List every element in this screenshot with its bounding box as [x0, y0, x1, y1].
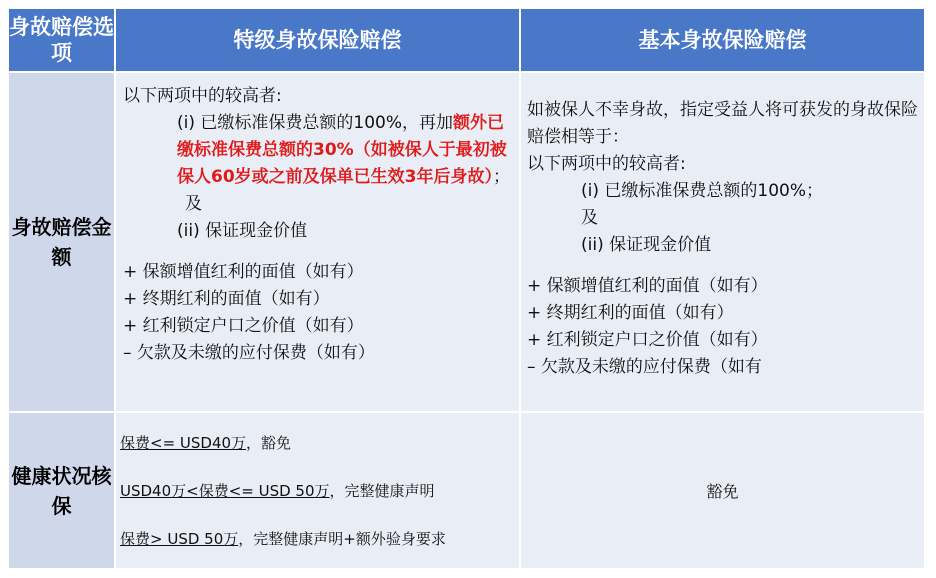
premium-item1: (i) 已缴标准保费总额的100%，再加额外已缴标准保费总额的30%（如被保人于最初被保人60岁或之前及保单已生效3年后身故）；	[177, 113, 510, 187]
basic-plus3: + 红利锁定户口之价值（如有）	[527, 330, 768, 350]
basic-item1: (i) 已缴标准保费总额的100%；	[581, 181, 823, 201]
basic-and: 及	[581, 208, 598, 228]
basic-minus: – 欠款及未缴的应付保费（如有	[527, 357, 762, 377]
premium-and: 及	[185, 194, 202, 214]
basic-payout-cell	[520, 72, 925, 412]
header-option-label: 身故赔偿选项	[8, 8, 115, 72]
basic-plus2: + 终期红利的面值（如有）	[527, 303, 734, 323]
basic-intro1: 如被保人不幸身故，指定受益人将可获发的身故保险赔偿相等于：	[527, 100, 918, 147]
premium-intro: 以下两项中的较高者:	[123, 86, 282, 106]
premium-plus2: + 终期红利的面值（如有）	[123, 289, 330, 309]
underwriting-tier2: USD40万<保费<= USD 50万，完整健康声明	[120, 482, 435, 500]
premium-minus: – 欠款及未缴的应付保费（如有）	[123, 343, 375, 363]
premium-item2: (ii) 保证现金价值	[177, 221, 308, 241]
row-label-underwriting: 健康状况核保	[8, 412, 115, 569]
header-premium-death-benefit: 特级身故保险赔偿	[115, 8, 520, 72]
comparison-table	[7, 7, 926, 570]
basic-item2: (ii) 保证现金价值	[581, 235, 712, 255]
premium-payout-cell	[115, 72, 520, 412]
underwriting-tier1: 保费<= USD40万，豁免	[120, 434, 292, 452]
underwriting-tier3: 保费> USD 50万，完整健康声明+额外验身要求	[120, 530, 446, 548]
basic-underwriting-cell: 豁免	[520, 412, 925, 569]
premium-plus1: + 保额增值红利的面值（如有）	[123, 262, 364, 282]
basic-intro2: 以下两项中的较高者:	[527, 154, 686, 174]
premium-plus3: + 红利锁定户口之价值（如有）	[123, 316, 364, 336]
premium-extra-30pct: 额外已缴标准保费总额的30%（如被保人于最初被保人60岁或之前及保单已生效3年后身故）	[177, 113, 507, 187]
premium-underwriting-cell	[115, 412, 520, 569]
row-label-payout: 身故赔偿金额	[8, 72, 115, 412]
basic-plus1: + 保额增值红利的面值（如有）	[527, 276, 768, 296]
header-basic-death-benefit: 基本身故保险赔偿	[520, 8, 925, 72]
